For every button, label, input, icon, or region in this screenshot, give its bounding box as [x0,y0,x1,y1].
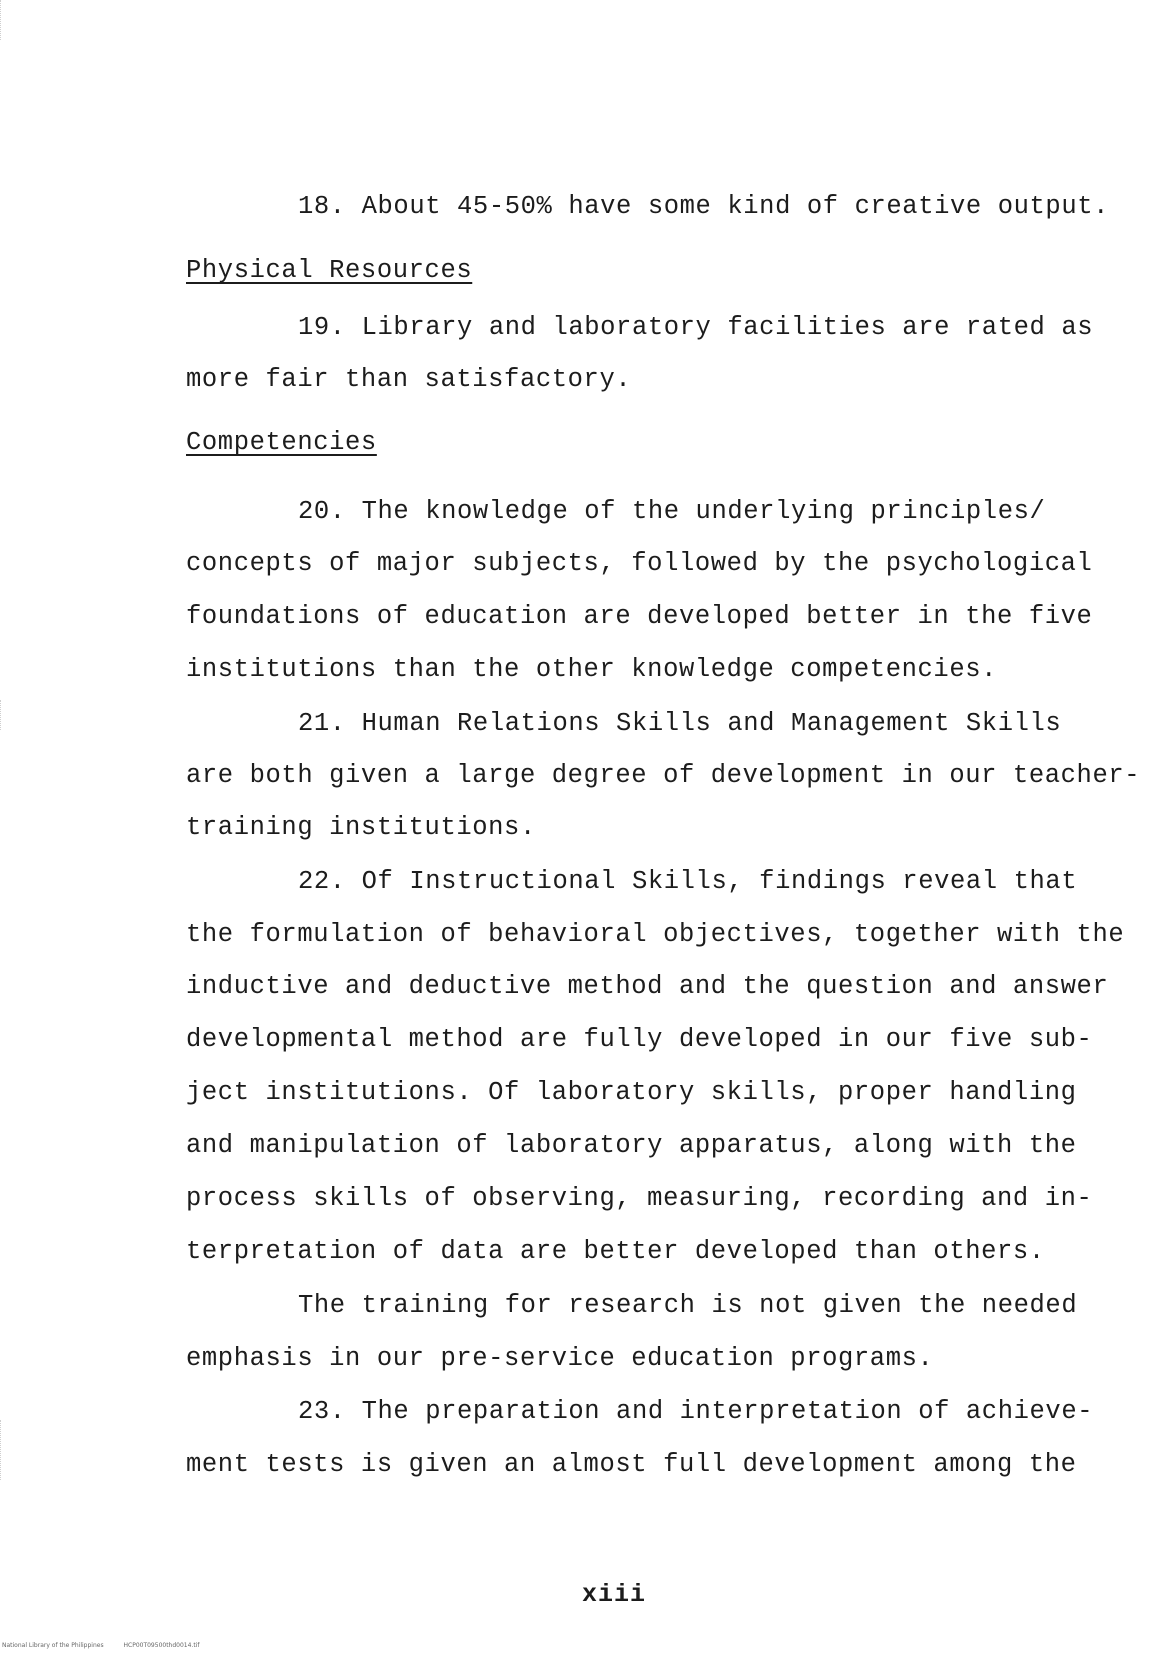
paragraph-20-line: concepts of major subjects, followed by the psychological [186,549,1093,578]
paragraph-21-line: training institutions. [186,813,536,842]
scan-edge-mark [0,0,4,40]
paragraph-20-line: 20. The knowledge of the underlying principles/ [298,497,1046,526]
paragraph-23-line: 23. The preparation and interpretation of achieve- [298,1397,1094,1426]
paragraph-22-line: developmental method are fully developed in our five sub- [186,1025,1093,1054]
paragraph-19-line: 19. Library and laboratory facilities are rated as [298,313,1094,342]
paragraph-21-line: are both given a large degree of development in our teacher- [186,761,1141,790]
section-heading-competencies: Competencies [186,428,377,457]
paragraph-21-line: 21. Human Relations Skills and Management Skills [298,709,1062,738]
scan-edge-mark [0,1420,4,1480]
scan-footer [2,1642,199,1649]
paragraph-23-line: ment tests is given an almost full development among the [186,1450,1077,1479]
paragraph-22-line: the formulation of behavioral objectives, together with the [186,920,1125,949]
section-heading-physical-resources: Physical Resources [186,256,473,285]
paragraph-22-line: and manipulation of laboratory apparatus, along with the [186,1131,1077,1160]
research-paragraph-line: emphasis in our pre-service education programs. [186,1344,934,1373]
paragraph-22-line: ject institutions. Of laboratory skills, proper handling [186,1078,1077,1107]
scan-edge-mark [0,700,4,730]
page-number: xiii [582,1580,647,1609]
paragraph-20-line: institutions than the other knowledge competencies. [186,655,998,684]
paragraph-22-line: 22. Of Instructional Skills, findings reveal that [298,867,1078,896]
paragraph-20-line: foundations of education are developed better in the five [186,602,1093,631]
footer-file-id: HCP00T09500thd0014.tif [123,1642,200,1649]
footer-library: National Library of the Philippines [2,1642,104,1649]
paragraph-22-line: process skills of observing, measuring, recording and in- [186,1184,1093,1213]
paragraph-22-line: terpretation of data are better developed than others. [186,1237,1045,1266]
paragraph-22-line: inductive and deductive method and the question and answer [186,972,1109,1001]
paragraph-19-line: more fair than satisfactory. [186,365,632,394]
research-paragraph-line: The training for research is not given the needed [298,1291,1078,1320]
paragraph-18-line: 18. About 45-50% have some kind of creative output. [298,192,1110,221]
